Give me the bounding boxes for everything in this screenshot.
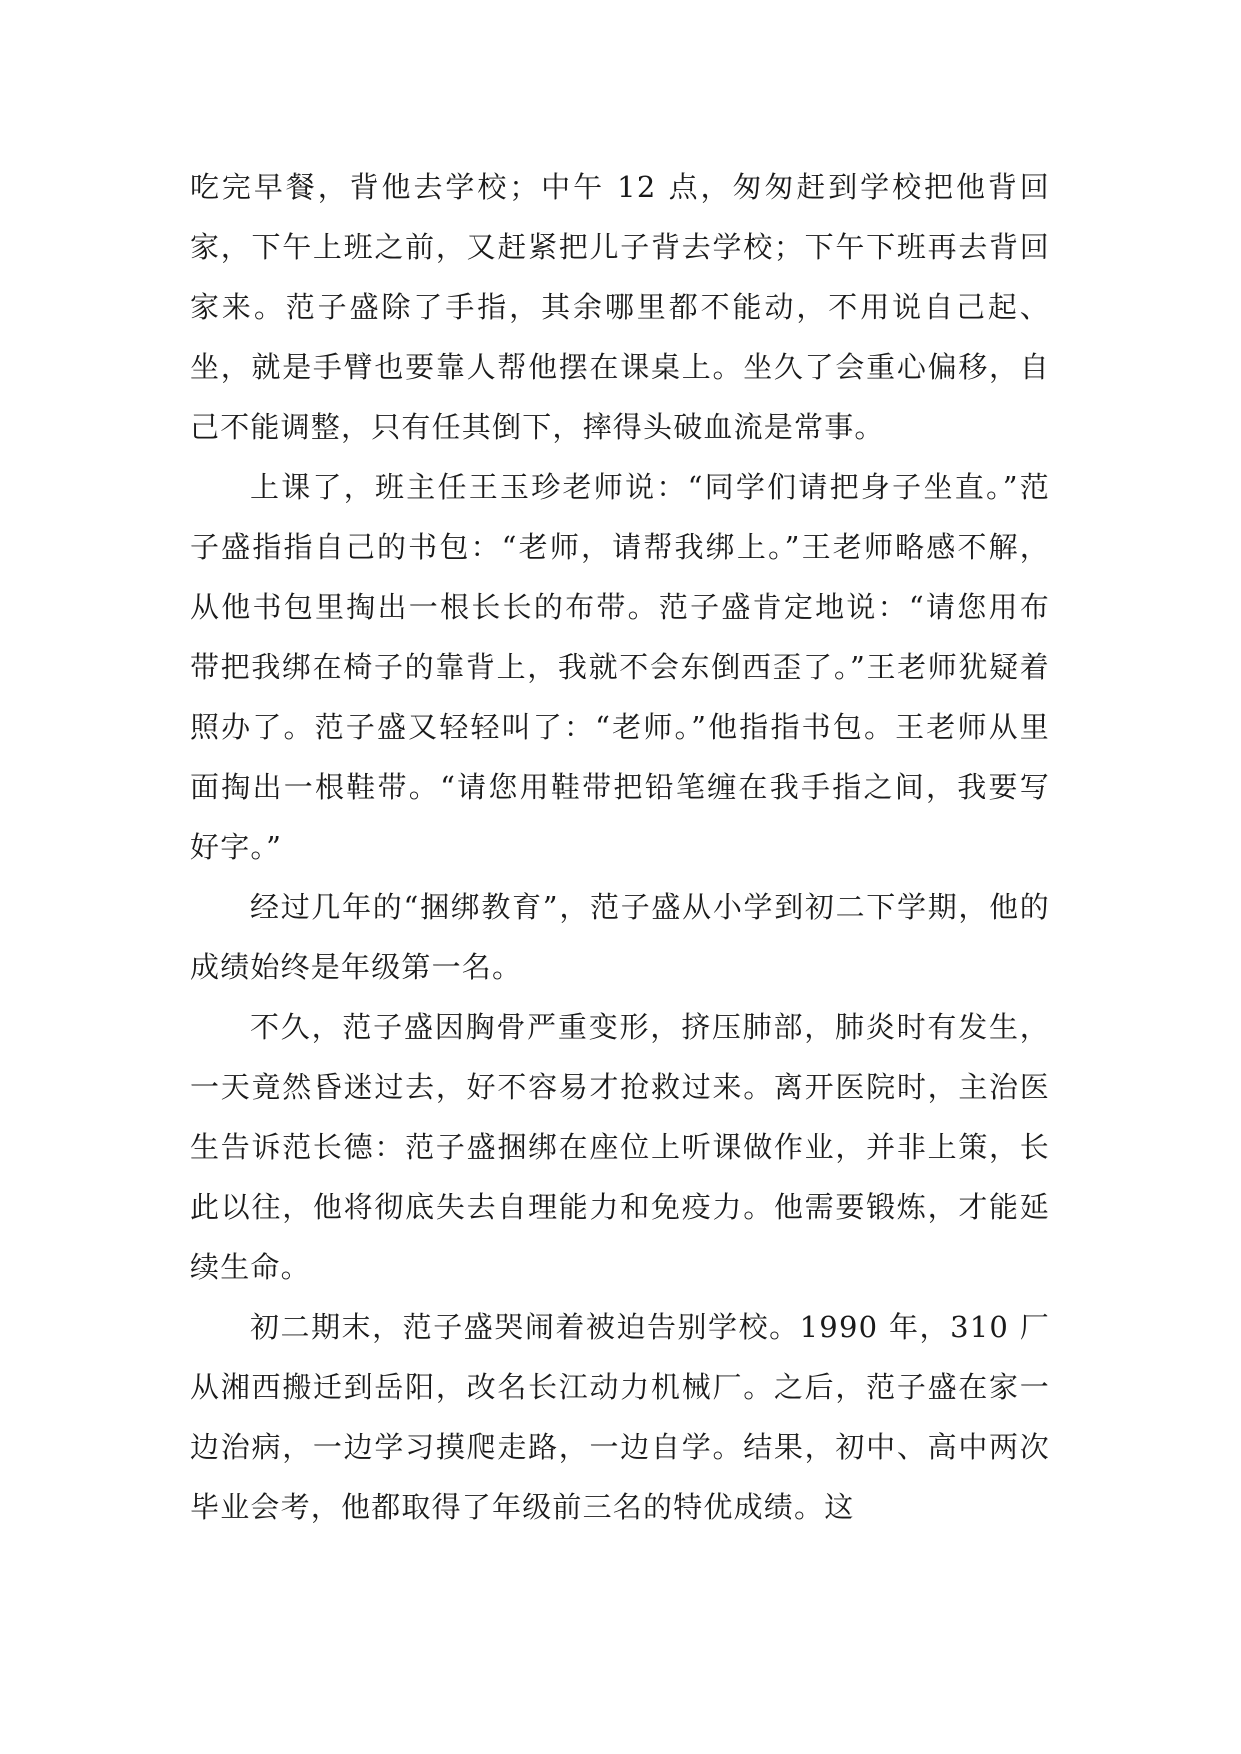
document-body	[190, 157, 1050, 1537]
paragraph-5: 初二期末，范子盛哭闹着被迫告别学校。1990 年，310 厂从湘西搬迁到岳阳，改名长江动力机械厂。之后，范子盛在家一边治病，一边学习摸爬走路，一边自学。结果，初中、高中两次毕业会考，他都取得了年级前三名的特优成绩。这	[190, 1310, 1050, 1524]
paragraph-1: 吃完早餐，背他去学校；中午 12 点，匆匆赶到学校把他背回家，下午上班之前，又赶紧把儿子背去学校；下午下班再去背回家来。范子盛除了手指，其余哪里都不能动，不用说自己起、坐，就是手臂也要靠人帮他摆在课桌上。坐久了会重心偏移，自己不能调整，只有任其倒下，摔得头破血流是常事。	[190, 170, 1050, 444]
paragraph-4: 不久，范子盛因胸骨严重变形，挤压肺部，肺炎时有发生，一天竟然昏迷过去，好不容易才抢救过来。离开医院时，主治医生告诉范长德：范子盛捆绑在座位上听课做作业，并非上策，长此以往，他将彻底失去自理能力和免疫力。他需要锻炼，才能延续生命。	[190, 1010, 1050, 1284]
paragraph-3: 经过几年的“捆绑教育”，范子盛从小学到初二下学期，他的成绩始终是年级第一名。	[190, 890, 1050, 984]
paragraph-2: 上课了，班主任王玉珍老师说：“同学们请把身子坐直。”范子盛指指自己的书包：“老师，请帮我绑上。”王老师略感不解，从他书包里掏出一根长长的布带。范子盛肯定地说：“请您用布带把我绑在椅子的靠背上，我就不会东倒西歪了。”王老师犹疑着照办了。范子盛又轻轻叫了：“老师。”他指指书包。王老师从里面掏出一根鞋带。“请您用鞋带把铅笔缠在我手指之间，我要写好字。”	[190, 470, 1050, 864]
